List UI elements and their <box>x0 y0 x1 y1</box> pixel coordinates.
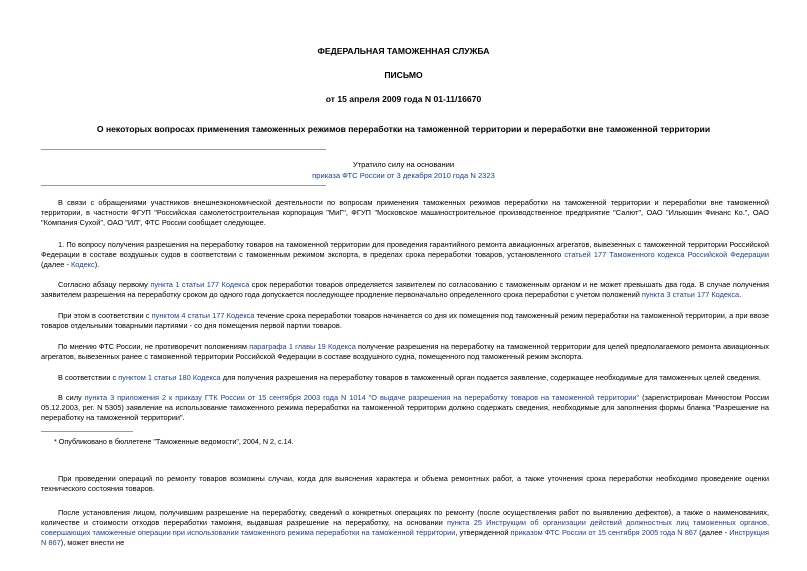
code-link[interactable]: Кодекс <box>71 260 95 269</box>
paragraph-3 <box>41 311 769 331</box>
chapter19-link[interactable]: параграфа 1 главы 19 Кодекса <box>249 342 356 351</box>
paragraph-intro <box>41 198 769 228</box>
document-date-number: от 15 апреля 2009 года N 01-11/16670 <box>325 94 482 104</box>
paragraph-text: После установления лицом, получившим разрешение на переработку, сведений о конкретных операциях по ремонту (после осуществления работ по выявлению дефектов), а также о наименованиях, количестве и стоимости отходов переработки таможня, выдавшая разрешение на переработку, на основании <box>41 508 769 527</box>
customs-code-art177-link[interactable]: статьей 177 Таможенного кодекса Российской Федерации <box>564 250 769 259</box>
paragraph-5 <box>41 373 769 383</box>
paragraph-text: По мнению ФТС России, не противоречит положениям <box>58 342 250 351</box>
paragraph-text: Согласно абзацу первому <box>58 280 151 289</box>
paragraph-text: В связи с обращениями участников внешнеэкономической деятельности по вопросам применения таможенных режимов переработки на таможенной территории и переработки вне таможенной территории, в частности ФГУП "Российская самолетостроительная корпорация "МиГ", ФГУП "Московское машиностроительное производственное предприятие "Салют", ОАО "Ильюшин Финанс Ко.", ОАО "Компания Сухой", ОАО "ИЛ", ФТС России сообщает следующее. <box>41 198 769 227</box>
paragraph-4 <box>41 342 769 362</box>
paragraph-text: В силу <box>58 393 85 402</box>
paragraph-8 <box>41 508 769 547</box>
paragraph-text: для получения разрешения на переработку товаров в таможенный орган подается заявление, содержащее необходимые для таможенных целей сведения. <box>220 373 761 382</box>
document-type: ПИСЬМО <box>384 70 423 80</box>
paragraph-7 <box>41 474 769 494</box>
document-subject: О некоторых вопросах применения таможенных режимов переработки на таможенной территории и переработки вне таможенной территории <box>96 124 711 134</box>
paragraph-text: (далее - <box>697 528 730 537</box>
paragraph-text: При этом в соответствии с <box>58 311 152 320</box>
paragraph-text: . <box>739 290 742 299</box>
paragraph-1 <box>41 240 769 270</box>
status-text: Утратило силу на основании <box>352 160 455 169</box>
paragraph-text: В соответствии с <box>58 373 119 382</box>
agency-name: ФЕДЕРАЛЬНАЯ ТАМОЖЕННАЯ СЛУЖБА <box>317 46 490 56</box>
paragraph-text: течение срока переработки товаров начинается со дня их помещения под таможенный режим переработки на таможенной территории, а при ввозе товаров отдельными товарными партиями - со дня помещения первой партии товаров. <box>41 311 769 330</box>
divider-bottom <box>41 185 326 186</box>
paragraph-text: (далее - <box>41 260 71 269</box>
paragraph-text: , утвержденной <box>455 528 511 537</box>
art180-link[interactable]: пунктом 1 статьи 180 Кодекса <box>118 373 221 382</box>
paragraph-text: срок переработки товаров определяется заявителем по согласованию с таможенным органом и не может превышать два года. В случае получения заявителем разрешения на переработку сроком до одного года допускается последующее продление первоначально определенного срока переработки с учетом положений <box>41 280 769 299</box>
paragraph-text: ). <box>94 260 100 269</box>
paragraph-text: ), может внести не <box>60 538 125 547</box>
paragraph-text: (зарегистрирован Минюстом России 05.12.2003, рег. N 5305) заявление на использование таможенного режима переработки на таможенной территории должно содержать сведения, необходимые для заполнения формы бланка "Разрешение на переработку на таможенной территории". <box>41 393 769 422</box>
art177-p1-link[interactable]: пункта 1 статьи 177 Кодекса <box>150 280 250 289</box>
gtk-order-1014-link[interactable]: пункта 3 приложения 2 к приказу ГТК России от 15 сентября 2003 года N 1014 "О выдаче разрешения на переработку товаров на таможенной территории" <box>84 393 640 402</box>
paragraph-text: получение разрешения на переработку на таможенной территории для целей предполагаемого ремонта авиационных агрегатов, вывезенных ранее с таможенной территории Российской Федерации в составе воздушного судна, помещенного под таможенный режим экспорта. <box>41 342 769 361</box>
instruction-p25-link[interactable]: пункта 25 Инструкции об организации действий должностных лиц таможенных органов, совершающих таможенные операции при использовании таможенного режима переработки на таможенной территории <box>41 518 769 537</box>
instruction-867-link[interactable]: Инструкция N 867 <box>41 528 769 547</box>
paragraph-6 <box>41 393 769 423</box>
footnote: * Опубликовано в бюллетене "Таможенные ведомости", 2004, N 2, с.14. <box>54 437 294 446</box>
status-link-line <box>0 171 807 180</box>
divider-top <box>41 149 326 150</box>
paragraph-text: При проведении операций по ремонту товаров возможны случаи, когда для выяснения характера и объема ремонтных работ, а также уточнения срока переработки необходимо проведение оценки технического состояния товаров. <box>41 474 769 493</box>
paragraph-2 <box>41 280 769 300</box>
art177-p3-link[interactable]: пункта 3 статьи 177 Кодекса <box>641 290 740 299</box>
fts-order-867-link[interactable]: приказом ФТС России от 15 сентября 2005 года N 867 <box>510 528 698 537</box>
paragraph-text: 1. По вопросу получения разрешения на переработку товаров на таможенной территории для проведения гарантийного ремонта авиационных агрегатов, вывезенных с таможенной территории Российской Федерации в составе воздушных судов в соответствии с таможенным режимом экспорта, в пределах срока переработки товаров, установленного <box>41 240 769 259</box>
footnote-divider <box>41 431 133 432</box>
art177-p4-link[interactable]: пунктом 4 статьи 177 Кодекса <box>151 311 255 320</box>
repeal-order-link[interactable]: приказа ФТС России от 3 декабря 2010 года N 2323 <box>312 171 495 180</box>
